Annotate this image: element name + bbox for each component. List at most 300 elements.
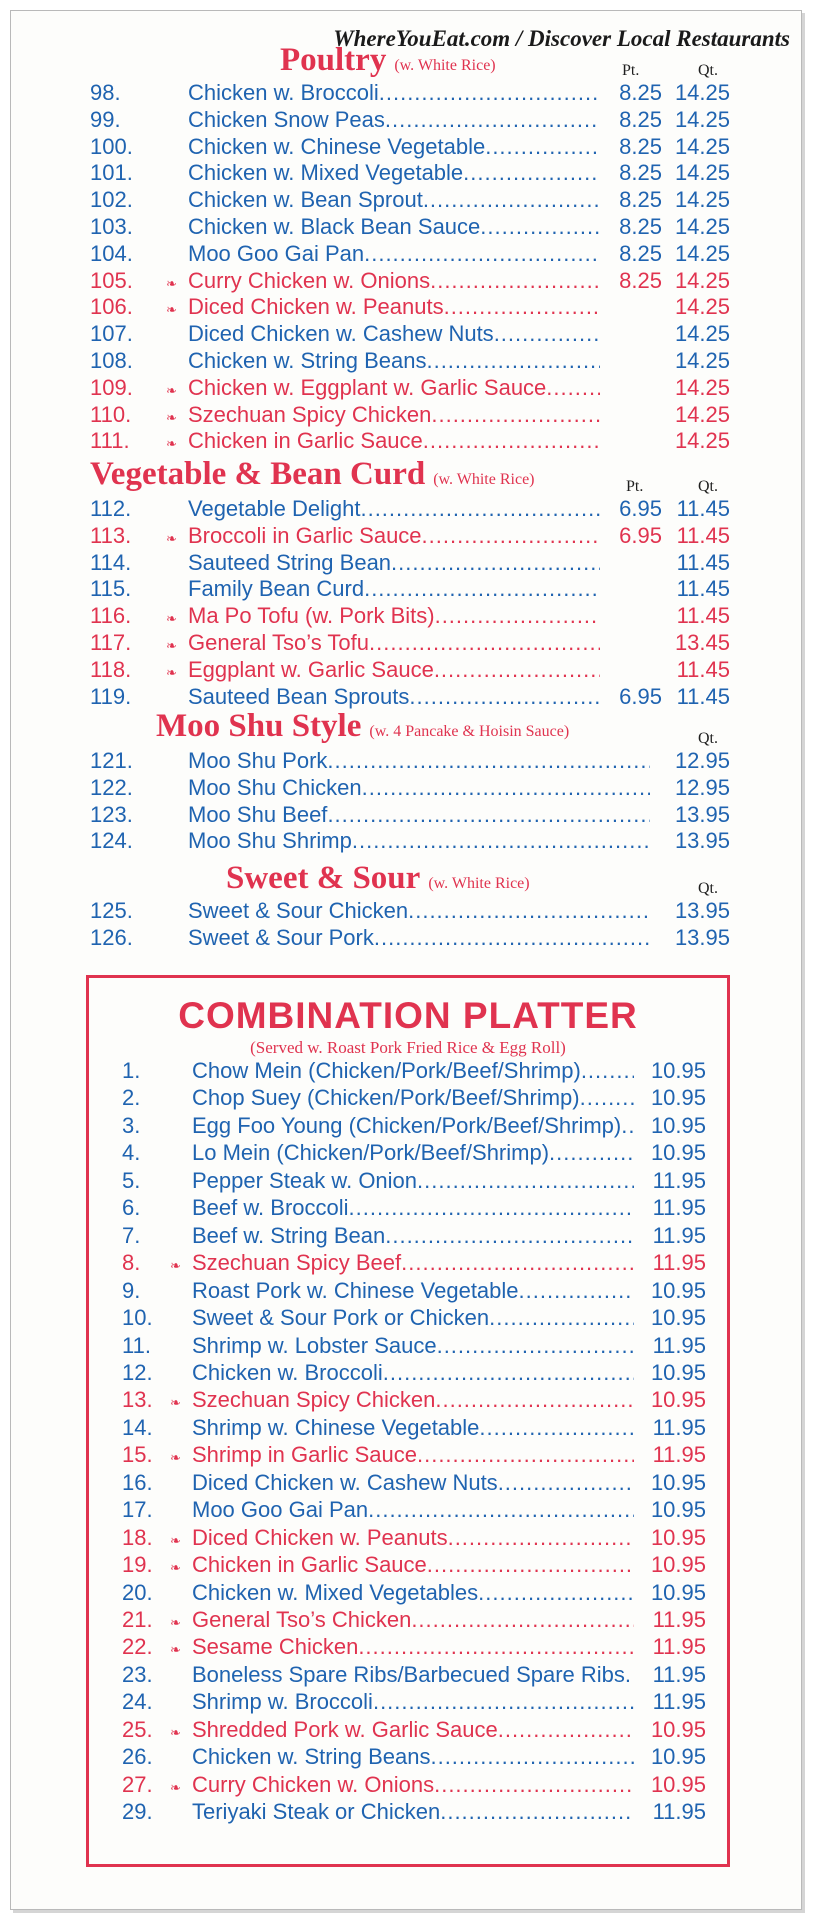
poultry-menu-item	[90, 80, 730, 106]
price: 11.95	[652, 1195, 706, 1221]
price: 11.95	[652, 1250, 706, 1276]
price: 11.95	[652, 1332, 706, 1358]
dot-leader	[327, 802, 650, 828]
dot-leader	[349, 1195, 634, 1221]
dot-leader	[327, 748, 650, 774]
item-name: Sauteed Bean Sprouts	[188, 683, 410, 709]
item-name: Sweet & Sour Pork or Chicken	[192, 1305, 490, 1331]
poultry-menu-item	[90, 294, 730, 320]
poultry-menu-item	[90, 134, 730, 160]
combo-menu-item	[122, 1140, 706, 1166]
item-name: Chicken w. Mixed Vegetables	[192, 1579, 479, 1605]
mooshu-subtitle: (w. 4 Pancake & Hoisin Sauce)	[369, 723, 570, 740]
combo-menu-item	[122, 1415, 706, 1441]
item-name: Diced Chicken w. Cashew Nuts	[192, 1469, 498, 1495]
item-number: 110.	[90, 401, 132, 427]
vegetable-menu-item	[90, 603, 730, 629]
item-number: 1.	[122, 1058, 141, 1083]
dot-leader	[581, 1058, 634, 1084]
price: 10.95	[650, 1058, 706, 1083]
price-pint: 8.25	[619, 240, 662, 266]
price-pint: 6.95	[619, 683, 662, 709]
dot-leader	[364, 241, 600, 267]
dot-leader	[489, 1305, 634, 1331]
item-number: 7.	[122, 1222, 141, 1248]
combo-menu-item	[122, 1085, 706, 1111]
dot-leader	[478, 1580, 634, 1606]
item-number: 111.	[90, 428, 130, 454]
item-name: Chicken w. String Beans	[188, 348, 427, 373]
item-name: Chop Suey (Chicken/Pork/Beef/Shrimp)	[192, 1085, 580, 1111]
site-brand: WhereYouEat.com / Discover Local Restaurants	[333, 26, 790, 51]
dot-leader	[408, 898, 650, 924]
price: 13.95	[674, 924, 730, 950]
price: 12.95	[674, 774, 730, 800]
dot-leader	[435, 603, 600, 629]
item-number: 9.	[122, 1277, 141, 1303]
item-number: 126.	[90, 924, 133, 950]
item-number: 108.	[90, 348, 133, 373]
mooshu-qt-label: Qt.	[698, 730, 718, 747]
chili-pepper-icon: ❧	[170, 1560, 181, 1576]
combo-menu-item	[122, 1744, 706, 1770]
item-name: Moo Shu Pork	[188, 748, 328, 773]
item-number: 119.	[90, 683, 132, 709]
item-number: 12.	[122, 1359, 153, 1385]
item-number: 104.	[90, 240, 133, 266]
sweetsour-subtitle: (w. White Rice)	[428, 875, 530, 892]
poultry-qt-label: Qt.	[698, 62, 718, 79]
dot-leader	[423, 428, 600, 454]
price-quart: 11.45	[676, 496, 730, 521]
dot-leader	[463, 160, 600, 186]
vegetable-title: Vegetable & Bean Curd	[90, 456, 426, 492]
chili-pepper-icon: ❧	[170, 1258, 181, 1274]
price: 11.95	[652, 1222, 706, 1248]
dot-leader	[498, 1470, 634, 1496]
dot-leader	[621, 1113, 634, 1139]
vegetable-menu-item	[90, 576, 730, 602]
item-name: Chow Mein (Chicken/Pork/Beef/Shrimp)	[192, 1058, 581, 1083]
price: 10.95	[650, 1524, 706, 1550]
item-name: Sweet & Sour Pork	[188, 924, 374, 950]
dot-leader	[417, 1168, 634, 1194]
mooshu-menu-item	[90, 748, 730, 774]
price: 11.95	[652, 1442, 706, 1468]
price: 11.95	[652, 1607, 706, 1632]
poultry-title: Poultry	[280, 42, 387, 78]
dot-leader	[498, 1717, 634, 1743]
price: 10.95	[650, 1579, 706, 1605]
combo-menu-item	[122, 1634, 706, 1660]
price-pint: 6.95	[619, 522, 662, 548]
combo-menu-item	[122, 1058, 706, 1084]
price-quart: 11.45	[676, 656, 730, 682]
combo-menu-item	[122, 1662, 706, 1688]
price: 10.95	[650, 1469, 706, 1495]
price: 10.95	[650, 1771, 706, 1797]
dot-leader	[385, 107, 600, 133]
poultry-menu-item	[90, 268, 730, 294]
item-name: Chicken in Garlic Sauce	[188, 428, 423, 454]
item-name: Family Bean Curd	[188, 576, 365, 602]
price-quart: 14.25	[674, 160, 730, 186]
combo-menu-item	[122, 1470, 706, 1496]
dot-leader	[444, 294, 600, 320]
item-number: 21.	[122, 1607, 153, 1632]
item-name: Roast Pork w. Chinese Vegetable	[192, 1277, 519, 1303]
item-name: Moo Goo Gai Pan	[188, 240, 365, 266]
mooshu-menu-item	[90, 775, 730, 801]
price-quart: 11.45	[676, 683, 730, 709]
item-number: 124.	[90, 828, 133, 854]
item-name: Shrimp w. Broccoli	[192, 1689, 373, 1715]
price: 11.95	[652, 1167, 706, 1193]
item-name: Pepper Steak w. Onion	[192, 1167, 418, 1193]
price-quart: 11.45	[676, 603, 730, 629]
vegetable-menu-item	[90, 657, 730, 683]
item-name: Sauteed String Bean	[188, 549, 392, 575]
item-name: Ma Po Tofu (w. Pork Bits)	[188, 603, 435, 629]
price: 10.95	[650, 1140, 706, 1166]
sweetsour-menu-item	[90, 898, 730, 924]
item-name: Shredded Pork w. Garlic Sauce	[192, 1716, 498, 1742]
dot-leader	[423, 187, 600, 213]
dot-leader	[385, 1223, 634, 1249]
poultry-menu-item	[90, 241, 730, 267]
sweetsour-menu-item	[90, 925, 730, 951]
item-name: Szechuan Spicy Chicken	[192, 1387, 436, 1413]
dot-leader	[580, 1085, 634, 1111]
item-number: 99.	[90, 106, 121, 132]
item-name: Chicken w. Bean Sprout	[188, 187, 423, 213]
item-name: Chicken w. Broccoli	[188, 80, 379, 105]
item-name: Eggplant w. Garlic Sauce	[188, 656, 434, 682]
item-number: 106.	[90, 294, 133, 320]
poultry-menu-item	[90, 402, 730, 428]
item-name: Diced Chicken w. Peanuts	[192, 1524, 448, 1550]
item-number: 113.	[90, 522, 132, 548]
item-number: 109.	[90, 374, 133, 400]
item-name: Moo Shu Shrimp	[188, 828, 352, 854]
item-number: 26.	[122, 1744, 153, 1770]
item-number: 117.	[90, 630, 132, 655]
dot-leader	[383, 1360, 634, 1386]
item-name: Shrimp in Garlic Sauce	[192, 1442, 417, 1468]
price: 11.95	[652, 1634, 706, 1660]
price-quart: 14.25	[674, 348, 730, 373]
item-number: 116.	[90, 603, 132, 629]
chili-pepper-icon: ❧	[166, 382, 177, 398]
combo-menu-item	[122, 1552, 706, 1578]
item-number: 10.	[122, 1305, 153, 1331]
dot-leader	[411, 1607, 634, 1633]
price-quart: 14.25	[674, 401, 730, 427]
item-name: Chicken w. String Beans	[192, 1744, 431, 1770]
dot-leader	[401, 1250, 634, 1276]
price: 10.95	[650, 1716, 706, 1742]
item-number: 16.	[122, 1469, 153, 1495]
poultry-menu-item	[90, 214, 730, 240]
item-number: 11.	[122, 1332, 151, 1358]
item-number: 13.	[122, 1387, 153, 1413]
combo-menu-item	[122, 1717, 706, 1743]
item-number: 125.	[90, 898, 133, 923]
chili-pepper-icon: ❧	[170, 1615, 181, 1630]
vegetable-pt-label: Pt.	[626, 478, 644, 495]
dot-leader	[379, 80, 600, 106]
poultry-menu-item	[90, 375, 730, 401]
combination-subtitle: (Served w. Roast Pork Fried Rice & Egg Roll)	[250, 1038, 566, 1057]
price-pint: 8.25	[619, 160, 662, 186]
dot-leader	[435, 1387, 634, 1413]
price: 10.95	[650, 1497, 706, 1523]
combo-menu-item	[122, 1333, 706, 1359]
price: 13.95	[674, 801, 730, 827]
item-name: Chicken w. Broccoli	[192, 1359, 383, 1385]
dot-leader	[360, 496, 600, 522]
price-quart: 14.25	[674, 80, 730, 105]
dot-leader	[480, 214, 600, 240]
price-pint: 8.25	[619, 106, 662, 132]
item-number: 22.	[122, 1634, 153, 1660]
item-name: General Tso’s Chicken	[192, 1607, 412, 1632]
item-number: 122.	[90, 774, 133, 800]
combo-menu-item	[122, 1799, 706, 1825]
price-quart: 11.45	[676, 576, 730, 602]
vegetable-menu-item	[90, 684, 730, 710]
dot-leader	[430, 268, 600, 294]
price-pint: 6.95	[619, 496, 662, 521]
item-name: Szechuan Spicy Beef	[192, 1250, 402, 1276]
price-pint: 8.25	[619, 214, 662, 239]
dot-leader	[440, 1799, 634, 1825]
combo-menu-item	[122, 1113, 706, 1139]
item-name: Beef w. Broccoli	[192, 1195, 349, 1221]
chili-pepper-icon: ❧	[166, 302, 177, 318]
combo-menu-item	[122, 1360, 706, 1386]
item-number: 121.	[90, 748, 133, 773]
item-number: 101.	[90, 160, 133, 186]
combo-menu-item	[122, 1580, 706, 1606]
item-number: 5.	[122, 1167, 141, 1193]
item-number: 115.	[90, 576, 132, 602]
dot-leader	[494, 321, 600, 347]
item-number: 103.	[90, 214, 133, 239]
dot-leader	[417, 1442, 634, 1468]
price: 10.95	[650, 1305, 706, 1331]
dot-leader	[373, 1689, 634, 1715]
dot-leader	[546, 375, 600, 401]
chili-pepper-icon: ❧	[170, 1779, 181, 1795]
item-number: 6.	[122, 1195, 141, 1221]
price: 10.95	[650, 1112, 706, 1138]
dot-leader	[434, 657, 600, 683]
combo-menu-item	[122, 1250, 706, 1276]
item-number: 2.	[122, 1085, 141, 1111]
mooshu-menu-item	[90, 802, 730, 828]
dot-leader	[625, 1662, 634, 1688]
sweetsour-qt-label: Qt.	[698, 880, 718, 897]
price-quart: 14.25	[674, 240, 730, 266]
dot-leader	[485, 134, 600, 160]
price-quart: 14.25	[674, 187, 730, 213]
price: 10.95	[650, 1552, 706, 1578]
item-number: 14.	[122, 1414, 153, 1440]
mooshu-title: Moo Shu Style	[156, 708, 362, 744]
vegetable-subtitle: (w. White Rice)	[433, 471, 535, 488]
item-name: Diced Chicken w. Peanuts	[188, 294, 444, 320]
price: 10.95	[650, 1744, 706, 1770]
sweetsour-title: Sweet & Sour	[226, 860, 421, 896]
combo-menu-item	[122, 1607, 706, 1633]
price-quart: 13.45	[674, 630, 730, 655]
chili-pepper-icon: ❧	[166, 530, 177, 546]
dot-leader	[409, 684, 600, 710]
combo-menu-item	[122, 1442, 706, 1468]
item-name: Vegetable Delight	[188, 496, 361, 521]
chili-pepper-icon: ❧	[166, 638, 177, 653]
dot-leader	[430, 1744, 634, 1770]
item-name: Lo Mein (Chicken/Pork/Beef/Shrimp)	[192, 1140, 550, 1166]
dot-leader	[448, 1525, 634, 1551]
chili-pepper-icon: ❧	[166, 611, 177, 627]
dot-leader	[479, 1415, 634, 1441]
price: 11.95	[652, 1799, 706, 1825]
poultry-menu-item	[90, 107, 730, 133]
item-number: 118.	[90, 656, 132, 682]
chili-pepper-icon: ❧	[170, 1395, 181, 1411]
price-quart: 14.25	[674, 294, 730, 320]
price: 11.95	[652, 1414, 706, 1440]
combo-menu-item	[122, 1772, 706, 1798]
chili-pepper-icon: ❧	[170, 1450, 181, 1466]
sweetsour-heading	[226, 860, 530, 897]
item-number: 98.	[90, 80, 121, 105]
price-quart: 14.25	[674, 133, 730, 159]
item-number: 107.	[90, 321, 133, 347]
item-name: Shrimp w. Lobster Sauce	[192, 1332, 437, 1358]
combo-menu-item	[122, 1195, 706, 1221]
item-name: Moo Goo Gai Pan	[192, 1497, 369, 1523]
item-number: 15.	[122, 1442, 153, 1468]
item-name: Teriyaki Steak or Chicken	[192, 1799, 441, 1825]
chili-pepper-icon: ❧	[166, 436, 177, 452]
item-number: 23.	[122, 1661, 153, 1687]
vegetable-menu-item	[90, 550, 730, 576]
dot-leader	[391, 550, 600, 576]
chili-pepper-icon: ❧	[166, 664, 177, 680]
item-number: 100.	[90, 133, 133, 159]
vegetable-heading	[90, 456, 535, 493]
chili-pepper-icon: ❧	[170, 1642, 181, 1658]
chili-pepper-icon: ❧	[170, 1532, 181, 1548]
dot-leader	[358, 1634, 634, 1660]
combo-menu-item	[122, 1689, 706, 1715]
price: 11.95	[652, 1689, 706, 1715]
price-quart: 11.45	[676, 522, 730, 548]
price-pint: 8.25	[619, 187, 662, 213]
vegetable-menu-item	[90, 523, 730, 549]
vegetable-qt-label: Qt.	[698, 478, 718, 495]
poultry-menu-item	[90, 321, 730, 347]
item-name: Chicken w. Mixed Vegetable	[188, 160, 464, 186]
poultry-heading	[280, 42, 496, 79]
price-pint: 8.25	[619, 80, 662, 105]
vegetable-menu-item	[90, 630, 730, 656]
item-name: Moo Shu Chicken	[188, 774, 362, 800]
combo-menu-item	[122, 1278, 706, 1304]
item-name: Shrimp w. Chinese Vegetable	[192, 1414, 480, 1440]
item-name: Broccoli in Garlic Sauce	[188, 522, 422, 548]
item-number: 3.	[122, 1112, 141, 1138]
item-number: 20.	[122, 1579, 153, 1605]
price: 12.95	[674, 748, 730, 773]
item-number: 18.	[122, 1524, 153, 1550]
price: 13.95	[674, 828, 730, 854]
dot-leader	[352, 828, 650, 854]
chili-pepper-icon: ❧	[170, 1724, 181, 1740]
item-name: Beef w. String Bean	[192, 1222, 386, 1248]
item-number: 19.	[122, 1552, 153, 1578]
dot-leader	[422, 523, 600, 549]
price: 11.95	[652, 1661, 706, 1687]
price: 10.95	[650, 1359, 706, 1385]
dot-leader	[426, 348, 600, 374]
price-quart: 14.25	[674, 428, 730, 454]
item-number: 25.	[122, 1716, 153, 1742]
item-number: 112.	[90, 496, 132, 521]
price-quart: 14.25	[674, 267, 730, 293]
price: 10.95	[650, 1277, 706, 1303]
price-quart: 14.25	[674, 106, 730, 132]
dot-leader	[374, 925, 650, 951]
item-number: 8.	[122, 1250, 141, 1276]
vegetable-menu-item	[90, 496, 730, 522]
poultry-pt-label: Pt.	[622, 62, 640, 79]
item-number: 29.	[122, 1799, 153, 1825]
item-name: Curry Chicken w. Onions	[188, 267, 431, 293]
item-name: Chicken w. Chinese Vegetable	[188, 133, 486, 159]
item-name: Chicken w. Eggplant w. Garlic Sauce	[188, 374, 547, 400]
combo-menu-item	[122, 1387, 706, 1413]
item-number: 102.	[90, 187, 133, 213]
dot-leader	[427, 1552, 634, 1578]
combo-menu-item	[122, 1497, 706, 1523]
item-number: 114.	[90, 549, 132, 575]
item-name: Curry Chicken w. Onions	[192, 1771, 435, 1797]
item-name: Boneless Spare Ribs/Barbecued Spare Ribs	[192, 1661, 625, 1687]
price-pint: 8.25	[619, 133, 662, 159]
item-number: 105.	[90, 267, 133, 293]
price: 10.95	[650, 1085, 706, 1111]
item-number: 4.	[122, 1140, 141, 1166]
combination-title: COMBINATION PLATTER	[178, 995, 638, 1036]
price: 10.95	[650, 1387, 706, 1413]
item-number: 24.	[122, 1689, 153, 1715]
poultry-menu-item	[90, 160, 730, 186]
dot-leader	[362, 775, 650, 801]
item-name: Chicken w. Black Bean Sauce	[188, 214, 481, 239]
dot-leader	[368, 1497, 634, 1523]
item-number: 123.	[90, 801, 133, 827]
dot-leader	[431, 402, 600, 428]
item-number: 17.	[122, 1497, 153, 1523]
combo-menu-item	[122, 1525, 706, 1551]
price-quart: 14.25	[674, 214, 730, 239]
mooshu-heading	[156, 708, 569, 745]
item-number: 27.	[122, 1771, 153, 1797]
